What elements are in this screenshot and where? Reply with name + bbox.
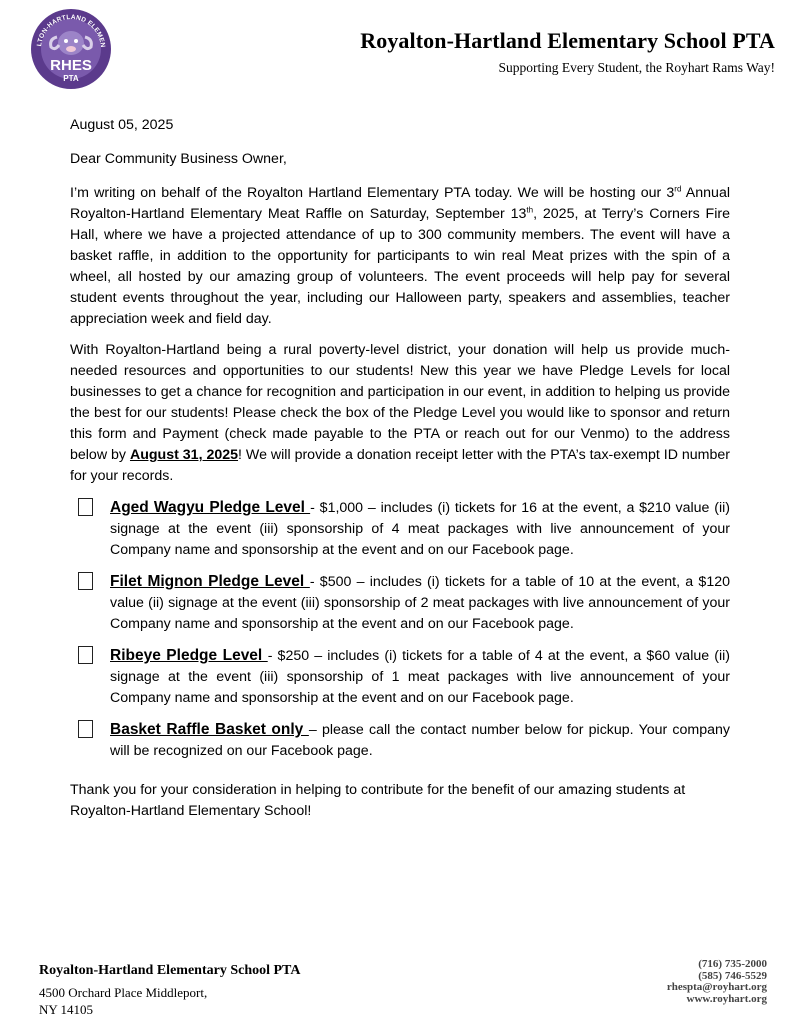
letter-salutation: Dear Community Business Owner, [70, 151, 287, 167]
footer-contact [667, 959, 767, 1005]
pledge-level-description: - $1,000 – includes (i) tickets for 16 at the event, a $210 value (ii) signage at the event (iii) sponsorship of 4 meat packages with live announcement of your Company name and sponsorship at the event and on our Facebook page. [110, 500, 730, 558]
footer-phone-2: (585) 746-5529 [698, 969, 767, 982]
pledge-level-name: Aged Wagyu Pledge Level [110, 499, 311, 516]
footer-address [39, 984, 207, 1018]
pledge-level-description: - $500 – includes (i) tickets for a table of 10 at the event, a $120 value (ii) signage at the event (iii) sponsorship of 2 meat packages with live announcement of your Company name and sponsorship at the event and on our Facebook page. [110, 574, 730, 632]
footer-phone-1: (716) 735-2000 [698, 958, 767, 970]
letter-date: August 05, 2025 [70, 117, 174, 133]
pledge-level-name: Filet Mignon Pledge Level [110, 573, 310, 590]
pledge-level-description: – please call the contact number below for pickup. Your company will be recognized on our Facebook page. [110, 722, 731, 759]
pledge-option-filet-mignon [70, 571, 730, 635]
pledge-level-description: - $250 – includes (i) tickets for a table of 4 at the event, a $60 value (ii) signage at the event (iii) sponsorship of 1 meat packages with live announcement of your Company name and sponsorship at the event and on our Facebook page. [110, 648, 730, 706]
letter-body [70, 115, 730, 832]
letter-paragraph-event: I’m writing on behalf of the Royalton Hartland Elementary PTA today. We will be hosting our 3rd Annual Royalton-Hartland Elementary Meat Raffle on Saturday, September 13th, 2025, at Terry’s Corners Fire Hall, where we have a projected attendance of up to 300 community members. The event will have a basket raffle, in addition to the opportunity for participants to win real Meat prizes with the spin of a wheel, all hosted by our amazing group of volunteers. The event proceeds will help pay for several student events throughout the year, including our Halloween party, speakers and assemblies, teacher appreciation week and field day. [70, 184, 730, 327]
pledge-option-aged-wagyu [70, 497, 730, 561]
pledge-option-ribeye [70, 645, 730, 709]
pledge-level-name: Basket Raffle Basket only [110, 721, 309, 738]
footer-address-line2: NY 14105 [39, 1002, 94, 1017]
footer-website[interactable]: www.royhart.org [686, 992, 767, 1005]
pledge-level-name: Ribeye Pledge Level [110, 647, 268, 664]
pledge-option-basket-raffle [70, 719, 730, 762]
deadline-date: August 31, 2025 [129, 447, 239, 463]
logo-subtext: PTA [63, 74, 79, 83]
pledge-checkbox-ribeye[interactable] [78, 646, 93, 664]
pledge-checkbox-aged-wagyu[interactable] [78, 498, 93, 516]
letterhead-title: Royalton-Hartland Elementary School PTA [360, 28, 775, 53]
letter-closing: Thank you for your consideration in helping to contribute for the benefit of our amazing students at Royalton-Hartland Elementary School! [70, 782, 686, 819]
logo-text: RHES [50, 57, 92, 74]
pledge-checkbox-filet-mignon[interactable] [78, 572, 93, 590]
rhes-pta-logo [29, 7, 113, 91]
footer-email[interactable]: rhespta@royhart.org [666, 981, 767, 993]
letterhead-tagline: Supporting Every Student, the Royhart Rams Way! [498, 60, 775, 75]
letter-paragraph-pledge: With Royalton-Hartland being a rural poverty-level district, your donation will help us provide much-needed resources and opportunities to our students! New this year we have Pledge Levels for local businesses to get a chance for recognition and participation in our event, in addition to helping us provide the best for our students! Please check the box of the Pledge Level you would like to sponsor and return this form and Payment (check made payable to the PTA or reach out for our Venmo) to the address below by August 31, 2025! We will provide a donation receipt letter with the PTA’s tax-exempt ID number for your records. [70, 342, 730, 484]
logo-ring-text: LTON-HARTLAND ELEMEN [36, 13, 107, 49]
footer-org-name: Royalton-Hartland Elementary School PTA [39, 963, 301, 978]
footer-address-line1: 4500 Orchard Place Middleport, [39, 985, 208, 1000]
pledge-checkbox-basket-raffle[interactable] [78, 720, 93, 738]
